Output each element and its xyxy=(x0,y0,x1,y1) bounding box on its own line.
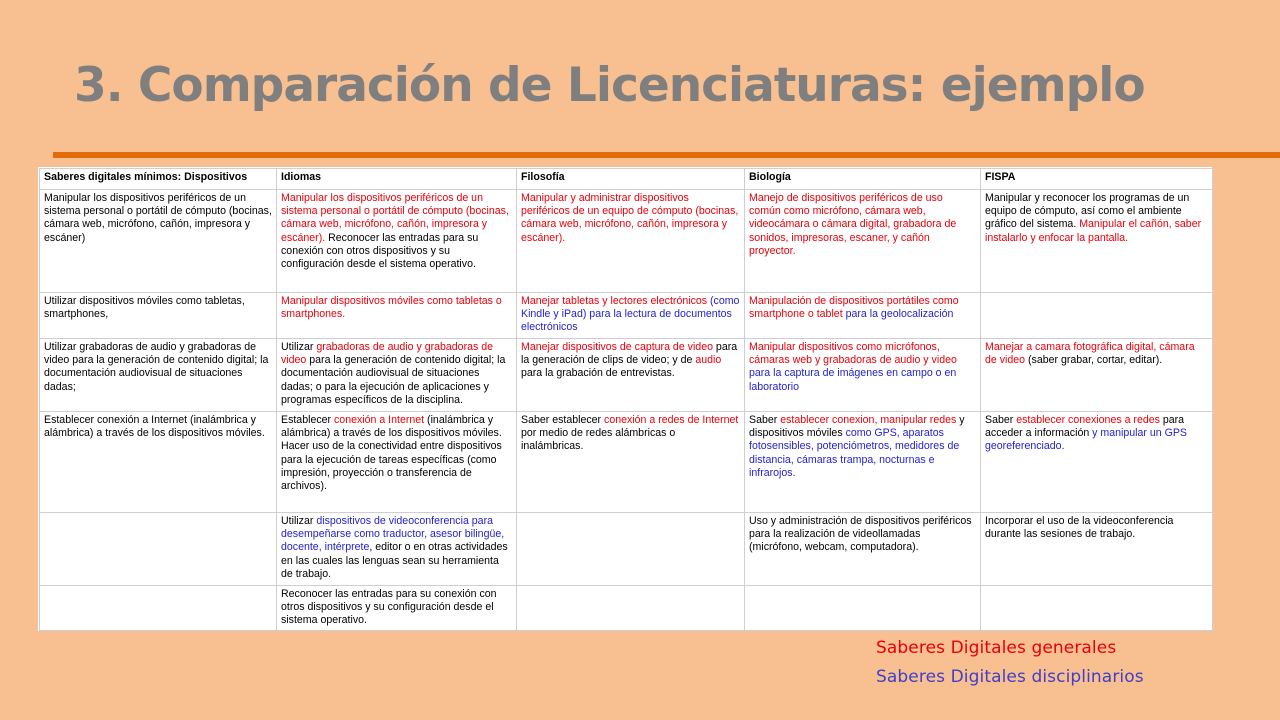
header-idiomas: Idiomas xyxy=(277,169,517,190)
table-cell xyxy=(745,513,981,586)
legend-general: Saberes Digitales generales xyxy=(876,638,1117,658)
table-cell xyxy=(981,586,1214,631)
comparison-table xyxy=(39,168,1214,631)
table-cell xyxy=(981,293,1214,339)
title-underline xyxy=(53,152,1280,158)
table-row xyxy=(40,293,1214,339)
general-knowledge-text: establecer conexion, manipular redes xyxy=(780,414,957,426)
table-row xyxy=(40,339,1214,412)
table-cell xyxy=(745,190,981,293)
table-row xyxy=(40,513,1214,586)
general-knowledge-text: Manipular dispositivos móviles como tabletas o smartphones. xyxy=(281,295,502,321)
disciplinary-knowledge-text: y manipular un GPS georeferenciado. xyxy=(985,427,1187,453)
cell-text: Manipular y reconocer los programas de un equipo de cómputo, así como el ambiente gráfico del sistema. xyxy=(985,192,1190,231)
general-knowledge-text: Manipular los dispositivos periféricos de un sistema personal o portátil de cómputo (bocinas, cámara web, micrófono, cañón, impresora y escáner). xyxy=(281,192,509,244)
table-cell xyxy=(981,190,1214,293)
cell-text: Manipular los dispositivos periféricos de un sistema personal o portátil de cómputo (bocinas, cámara web, micrófono, cañón, impresora y escáner) xyxy=(44,192,272,244)
table-cell xyxy=(277,190,517,293)
cell-text: , editor o en otras actividades en las cuales las lenguas sean su herramienta de trabajo. xyxy=(281,541,508,580)
cell-text: y dispositivos móviles xyxy=(749,414,965,440)
disciplinary-knowledge-text: para la geolocalización xyxy=(845,308,954,321)
cell-text: Utilizar xyxy=(281,341,317,353)
header-biologia: Biología xyxy=(745,169,981,190)
header-fispa: FISPA xyxy=(981,169,1214,190)
general-knowledge-text: Manejar dispositivos de captura de video xyxy=(521,341,713,353)
table-cell xyxy=(745,339,981,412)
general-knowledge-text: Manejo de dispositivos periféricos de uso común como micrófono, cámara web, videocámara o cámara digital, grabadora de sonidos, impresoras, escaner, y cañón proyector. xyxy=(749,192,957,257)
table-header-row xyxy=(40,169,1214,190)
cell-text: Hacer uso de la conectividad entre dispositivos para la ejecución de tareas específicas (como impresión, proyección o transferencia de archivos). xyxy=(281,440,502,493)
general-knowledge-text: Manejar a camara fotográfica digital, cámara de video xyxy=(985,341,1195,367)
general-knowledge-text: Manipular y administrar dispositivos periféricos de un equipo de cómputo (bocinas, cámara web, micrófono, cañón, impresora y escáner). xyxy=(521,192,739,244)
table-cell xyxy=(40,190,277,293)
table-cell xyxy=(517,190,745,293)
comparison-table-container xyxy=(38,167,1212,631)
cell-text: para acceder a información xyxy=(985,414,1185,440)
table-cell xyxy=(517,586,745,631)
cell-text: Saber establecer xyxy=(521,414,605,426)
cell-text: para la grabación de entrevistas. xyxy=(521,367,675,380)
general-knowledge-text: Manipulación de dispositivos portátiles como smartphone o tablet xyxy=(749,295,959,321)
table-cell xyxy=(517,293,745,339)
table-row xyxy=(40,412,1214,513)
general-knowledge-text: conexión a Internet xyxy=(334,414,425,426)
table-cell xyxy=(981,513,1214,586)
cell-text: Establecer conexión a Internet (inalámbrica y alámbrica) a través de los dispositivos móviles. xyxy=(44,414,265,440)
general-knowledge-text: Manejar tabletas y lectores electrónicos xyxy=(521,295,711,307)
table-cell xyxy=(517,412,745,513)
table-cell xyxy=(40,586,277,631)
cell-text: Saber xyxy=(749,414,781,426)
table-cell xyxy=(277,293,517,339)
table-cell xyxy=(40,293,277,339)
cell-text: Utilizar grabadoras de audio y grabadoras de video para la generación de contenido digital; la documentación audiovisual de situaciones dadas; xyxy=(44,341,269,393)
header-saberes: Saberes digitales mínimos: Dispositivos xyxy=(40,169,277,190)
table-cell xyxy=(517,513,745,586)
cell-text: Establecer xyxy=(281,414,334,426)
general-knowledge-text: grabadoras de audio y grabadoras de video xyxy=(281,341,494,367)
general-knowledge-text: Manipular dispositivos como micrófonos, cámaras web y grabadoras de audio y video xyxy=(749,341,957,367)
table-cell xyxy=(277,586,517,631)
table-cell xyxy=(40,513,277,586)
table-cell xyxy=(517,339,745,412)
legend-disciplinary: Saberes Digitales disciplinarios xyxy=(876,667,1144,687)
disciplinary-knowledge-text: dispositivos de videoconferencia para desempeñarse como traductor, asesor bilingüe, docente, intérprete xyxy=(281,515,505,554)
cell-text: (saber grabar, cortar, editar). xyxy=(1025,354,1163,367)
cell-text: por medio de redes alámbricas o inalámbricas. xyxy=(521,427,676,453)
cell-text: Reconocer las entradas para su conexión con otros dispositivos y su configuración desde el sistema operativo. xyxy=(281,231,479,271)
slide-title: 3. Comparación de Licenciaturas: ejemplo xyxy=(74,58,1145,113)
table-row xyxy=(40,586,1214,631)
cell-text: Saber xyxy=(985,414,1017,426)
header-filosofia: Filosofía xyxy=(517,169,745,190)
table-cell xyxy=(745,293,981,339)
table-cell xyxy=(40,339,277,412)
table-cell xyxy=(277,412,517,513)
general-knowledge-text: conexión a redes de Internet xyxy=(604,414,739,426)
cell-text: Uso y administración de dispositivos periféricos para la realización de videollamadas (micrófono, webcam, computadora). xyxy=(749,515,972,554)
cell-text: para la generación de contenido digital; la documentación audiovisual de situaciones dadas; o para la ejecución de aplicaciones y programas específicos de la disciplina. xyxy=(281,354,506,406)
disciplinary-knowledge-text: para la captura de imágenes en campo o en laboratorio xyxy=(749,367,957,393)
table-cell xyxy=(745,412,981,513)
table-cell xyxy=(277,513,517,586)
disciplinary-knowledge-text: (como Kindle y iPad) para la lectura de documentos electrónicos xyxy=(521,295,740,334)
table-cell xyxy=(981,412,1214,513)
table-row xyxy=(40,190,1214,293)
general-knowledge-text: audio xyxy=(695,354,722,367)
cell-text: Incorporar el uso de la videoconferencia durante las sesiones de trabajo. xyxy=(985,515,1174,541)
table-cell xyxy=(40,412,277,513)
disciplinary-knowledge-text: como GPS, aparatos fotosensibles, potenciómetros, medidores de distancia, cámaras trampa, nocturnas e infrarojos. xyxy=(749,427,960,479)
table-cell xyxy=(277,339,517,412)
cell-text: para la generación de clips de video; y de xyxy=(521,341,738,367)
cell-text: Utilizar dispositivos móviles como tabletas, smartphones, xyxy=(44,295,245,321)
cell-text: Reconocer las entradas para su conexión con otros dispositivos y su configuración desde el sistema operativo. xyxy=(281,588,497,627)
cell-text: (inalámbrica y alámbrica) a través de los dispositivos móviles. xyxy=(281,414,502,440)
general-knowledge-text: Manipular el cañón, saber instalarlo y enfocar la pantalla. xyxy=(985,218,1202,244)
table-cell xyxy=(745,586,981,631)
general-knowledge-text: establecer conexiones a redes xyxy=(1016,414,1160,426)
table-cell xyxy=(981,339,1214,412)
cell-text: Utilizar xyxy=(281,515,317,527)
